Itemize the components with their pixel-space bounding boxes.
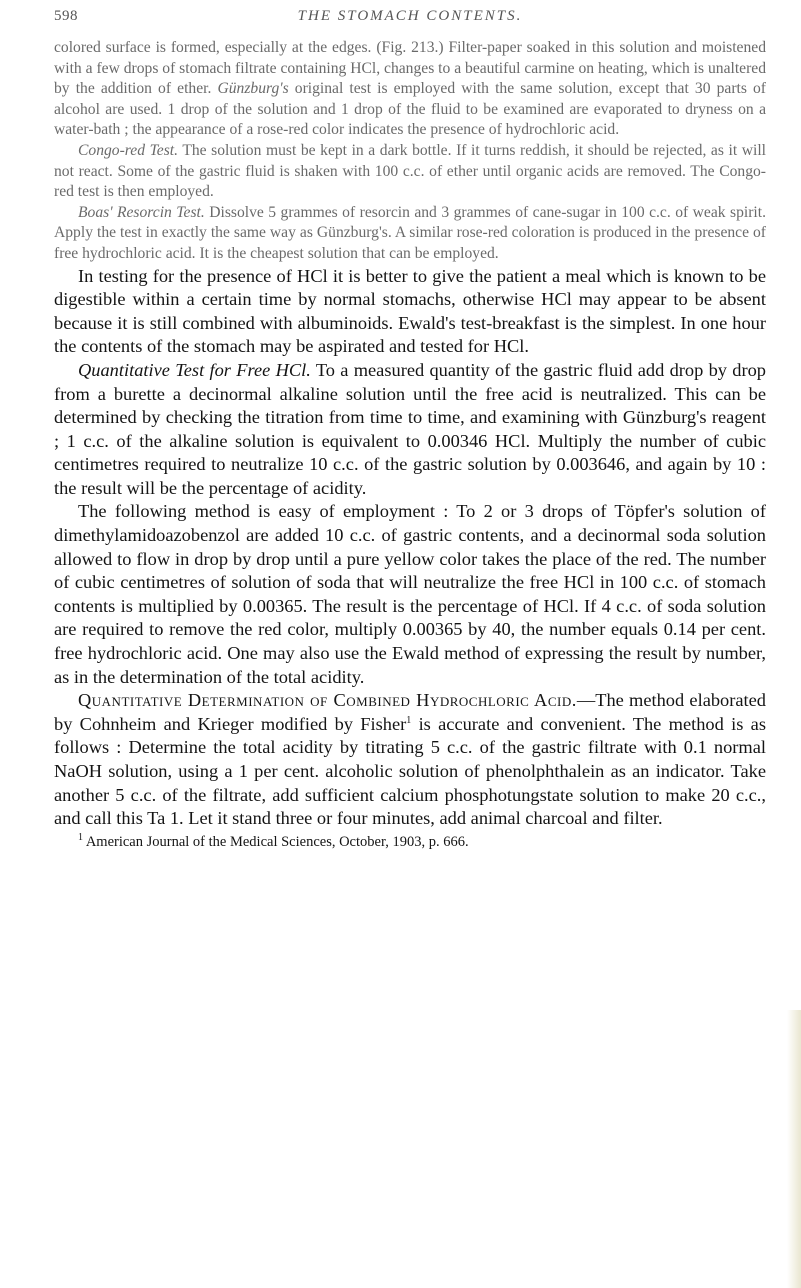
book-page (54, 0, 766, 1288)
page-edge-shadow (787, 1010, 801, 1288)
paragraph-gunzburg: colored surface is formed, especially at the edges. (Fig. 213.) Filter-paper soaked in this solution and moistened with a few drops of stomach filtrate containing HCl, changes to a beautiful carmine on heating, which is unaltered by the addition of ether. Günzburg's original test is employed with the same solution, except that 30 parts of alcohol are used. 1 drop of the solution and 1 drop of the fluid to be examined are evaporated to dryness on a water-bath ; the appearance of a rose-red color indicates the presence of hydrochloric acid. (54, 39, 766, 139)
faded-section (54, 38, 766, 265)
footnote-ref: 1 (406, 714, 412, 726)
dark-section (54, 265, 766, 851)
running-head: THE STOMACH CONTENTS. (297, 8, 523, 24)
footnote-marker: 1 (78, 831, 83, 843)
congo-red-heading: Congo-red Test. (78, 141, 179, 159)
footnote-text: American Journal of the Medical Sciences, October, 1903, p. 666. (85, 833, 469, 850)
paragraph-congo-red: Congo-red Test. The solution must be kept in a dark bottle. If it turns reddish, it should be rejected, as it will not react. Some of the gastric fluid is shaken with 100 c.c. of ether until organic acids are removed. The Congo-red test is then employed. (54, 141, 766, 201)
paragraph-combined-hcl: Quantitative Determination of Combined Hydrochloric Acid.—The method elaborated by Cohnheim and Krieger modified by Fisher$^1$ is accurate and convenient. The method is as follows : Determine the total acidity by titrating 5 c.c. of the gastric filtrate with 0.1 normal NaOH solution, using a 1 per cent. alcoholic solution of phenolphthalein as an indicator. Take another 5 c.c. of the filtrate, add sufficient calcium phosphotungstate solution to make 20 c.c., and call this Ta 1. Let it stand three or four minutes, add animal charcoal and filter. (54, 690, 767, 829)
footnote (54, 833, 766, 851)
combined-hcl-heading: Quantitative Determination of Combined Hydrochloric Acid. (78, 690, 577, 711)
paragraph-topfer: The following method is easy of employment : To 2 or 3 drops of Töpfer's solution of dimethylamidoazobenzol are added 10 c.c. of gastric contents, and a decinormal soda solution allowed to flow in drop by drop until a pure yellow color takes the place of the red. The number of cubic centimetres of solution of soda that will neutralize the free HCl in 100 c.c. of stomach contents is multiplied by 0.00365. The result is the percentage of HCl. If 4 c.c. of soda solution are required to remove the red color, multiply 0.00365 by 40, the number equals 0.14 per cent. free hydrochloric acid. One may also use the Ewald method of expressing the result by number, as in the determination of the total acidity. (54, 501, 766, 687)
quantitative-free-heading: Quantitative Test for Free HCl. (78, 359, 311, 380)
resorcin-heading: Boas' Resorcin Test. (78, 203, 205, 221)
paragraph-resorcin: Boas' Resorcin Test. Dissolve 5 grammes of resorcin and 3 grammes of cane-sugar in 100 c.c. of weak spirit. Apply the test in exactly the same way as Günzburg's. A similar rose-red coloration is produced in the presence of free hydrochloric acid. It is the cheapest solution that can be employed. (54, 203, 766, 262)
page-header (54, 0, 766, 38)
page-number: 598 (54, 8, 78, 24)
paragraph-quantitative-free: Quantitative Test for Free HCl. To a measured quantity of the gastric fluid add drop by drop from a burette a decinormal alkaline solution until the free acid is neutralized. This can be determined by checking the titration from time to time, and examining with Günzburg's reagent ; 1 c.c. of the alkaline solution is equivalent to 0.00346 HCl. Multiply the number of cubic centimetres required to neutralize 10 c.c. of the gastric solution by 0.003646, and again by 10 : the result will be the percentage of acidity. (54, 359, 767, 498)
paragraph-testing: In testing for the presence of HCl it is better to give the patient a meal which is known to be digestible within a certain time by normal stomachs, otherwise HCl may appear to be absent because it is still combined with albuminoids. Ewald's test-breakfast is the simplest. In one hour the contents of the stomach may be aspirated and tested for HCl. (54, 265, 766, 357)
